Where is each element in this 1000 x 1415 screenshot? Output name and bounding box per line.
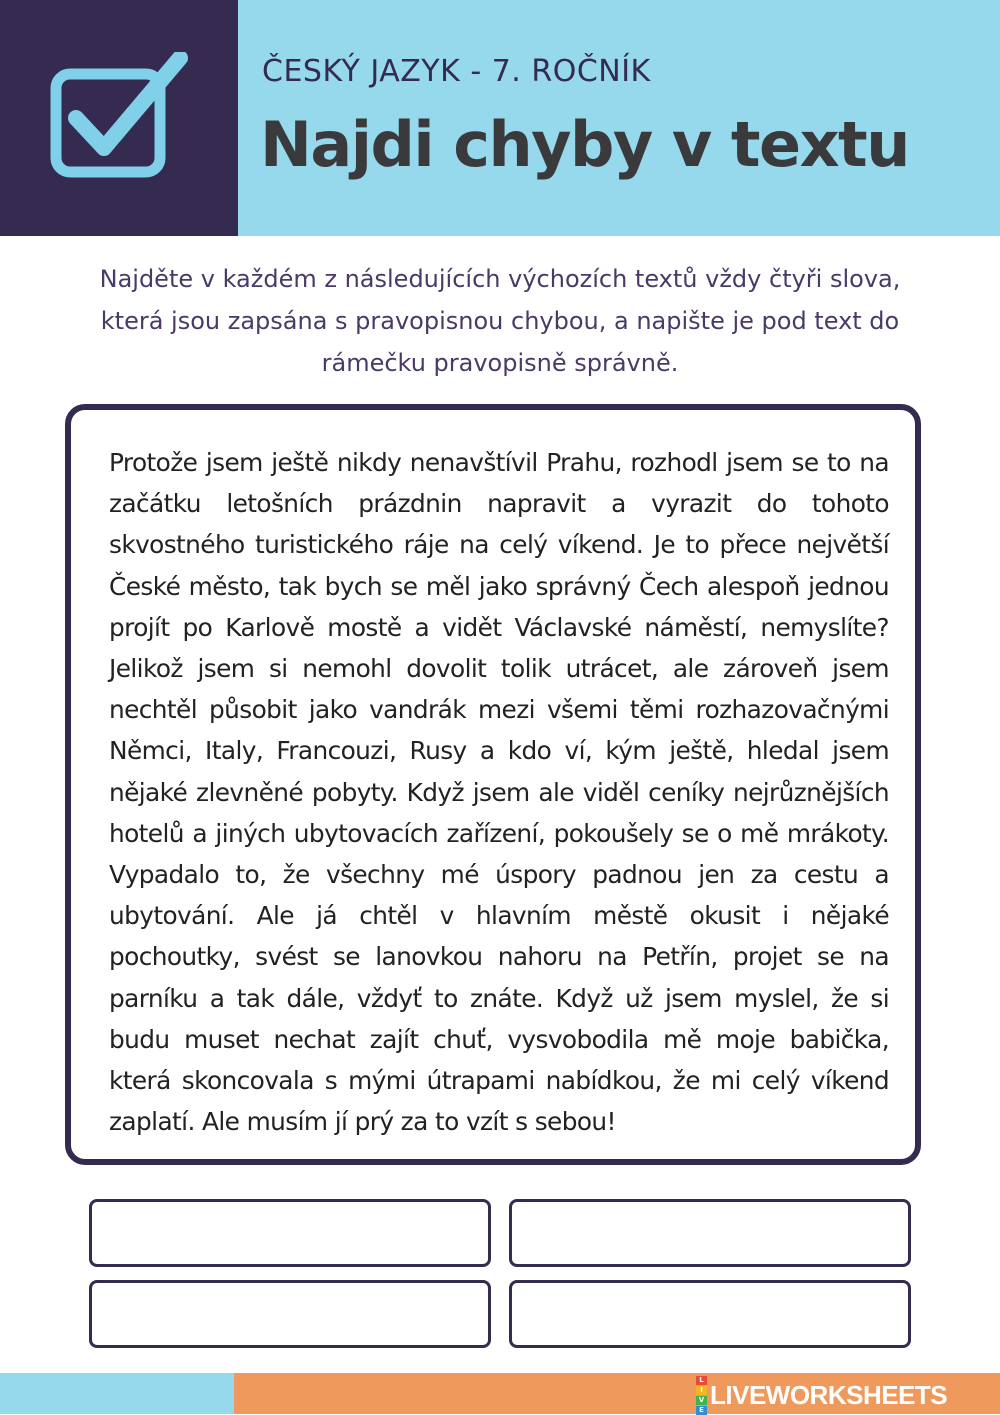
story-frame bbox=[65, 404, 921, 1165]
liveworksheets-logo bbox=[696, 1375, 948, 1414]
logo-block bbox=[0, 0, 238, 236]
instructions-text: Najděte v každém z následujících výchozích textů vždy čtyři slova, která jsou zapsána s pravopisnou chybou, a napište je pod text do rámečku pravopisně správně. bbox=[99, 265, 901, 377]
subject-label: ČESKÝ JAZYK - 7. ROČNÍK bbox=[262, 54, 651, 89]
cube-v: V bbox=[696, 1396, 707, 1405]
cube-e: E bbox=[696, 1406, 707, 1415]
answer-box-4[interactable] bbox=[509, 1280, 911, 1348]
answer-box-1[interactable] bbox=[89, 1199, 491, 1267]
page-title: Najdi chyby v textu bbox=[260, 108, 909, 181]
footer-bar-left bbox=[0, 1373, 234, 1414]
checkbox-check-icon bbox=[48, 52, 190, 182]
answer-box-3[interactable] bbox=[89, 1280, 491, 1348]
story-text: Protože jsem ještě nikdy nenavštívil Prahu, rozhodl jsem se to na začátku letošních prázdnin napravit a vyrazit do tohoto skvostného turistického ráje na celý víkend. Je to přece největší České město, tak bych se měl jako správný Čech alespoň jednou projít po Karlově mostě a vidět Václavské náměstí, nemyslíte? Jelikož jsem si nemohl dovolit tolik utrácet, ale zároveň jsem nechtěl působit jako vandrák mezi všemi těmi rozhazovačnými Němci, Italy, Francouzi, Rusy a kdo ví, kým ještě, hledal jsem nějaké zlevněné pobyty. Když jsem ale viděl ceníky nejrůznějších hotelů a jiných ubytovacích zařízení, pokoušely se o mě mrákoty. Vypadalo to, že všechny mé úspory padnou jen za cestu a ubytování. Ale já chtěl v hlavním městě okusit i nějaké pochoutky, svést se lanovkou nahoru na Petřín, projet se na parníku a tak dále, vždyť to znáte. Když už jsem myslel, že si budu muset nechat zajít chuť, vysvobodila mě moje babička, která skoncovala s mými útrapami nabídkou, že mi celý víkend zaplatí. Ale musím jí prý za to vzít s sebou! bbox=[109, 448, 889, 1137]
liveworksheets-brand: LIVEWORKSHEETS bbox=[710, 1379, 948, 1410]
answer-box-2[interactable] bbox=[509, 1199, 911, 1267]
header-banner bbox=[0, 0, 1000, 236]
cube-i: I bbox=[696, 1386, 707, 1395]
liveworksheets-cubes-icon bbox=[696, 1375, 707, 1415]
cube-l: L bbox=[696, 1376, 707, 1385]
